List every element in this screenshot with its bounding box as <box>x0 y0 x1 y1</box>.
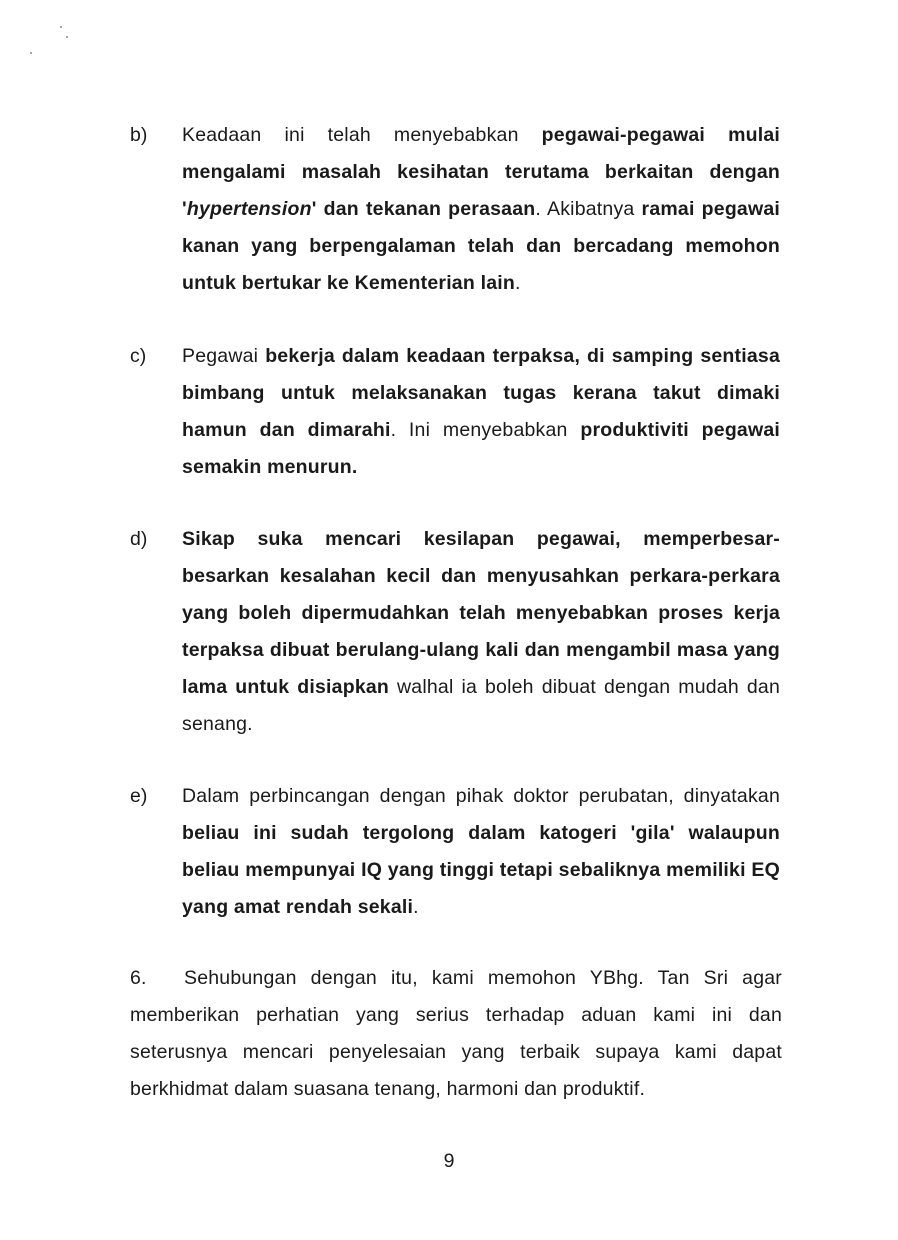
text-segment: walhal ia boleh dibuat dengan mudah dan senang. <box>182 676 780 735</box>
list-item-e <box>130 778 780 926</box>
text-segment: beliau ini sudah tergolong dalam katogeri 'gila' walaupun beliau mempunyai IQ yang tinggi tetapi sebaliknya memiliki EQ yang amat rendah sekali <box>182 822 780 918</box>
item-text <box>182 521 780 743</box>
text-segment <box>187 198 312 220</box>
text-segment: . <box>413 896 419 918</box>
text-segment: . <box>514 272 521 294</box>
text-segment: Sikap suka mencari kesilapan pegawai, memperbesar-besarkan kesalahan kecil dan menyusahkan perkara-perkara yang boleh dipermudahkan telah menyebabkan proses kerja terpaksa dibuat berulang-ulang kali dan mengambil masa yang lama untuk disiapkan <box>182 528 780 698</box>
item-label: b) <box>130 124 148 146</box>
scan-speck <box>66 36 68 38</box>
text-segment: ramai pegawai kanan yang berpengalaman telah dan bercadang memohon untuk bertukar ke Kementerian lain <box>182 198 781 294</box>
item-label: d) <box>130 528 148 550</box>
list-item-d <box>130 521 780 743</box>
closing-paragraph <box>130 960 782 1108</box>
text-segment: . Akibatnya <box>535 198 642 220</box>
item-text <box>182 338 780 486</box>
list-item-b <box>130 117 780 302</box>
text-segment: ' dan tekanan perasaan <box>311 198 536 220</box>
text-segment: Pegawai <box>182 345 266 367</box>
paragraph-text: Sehubungan dengan itu, kami memohon YBhg. Tan Sri agar memberikan perhatian yang serius terhadap aduan kami ini dan seterusnya mencari penyelesaian yang terbaik supaya kami dapat berkhidmat dalam suasana tenang, harmoni dan produktif. <box>130 967 782 1100</box>
paragraph-number: 6. <box>130 967 147 989</box>
text-segment: pegawai-pegawai mulai mengalami masalah kesihatan terutama berkaitan dengan ' <box>182 124 781 220</box>
scan-speck <box>30 52 32 54</box>
text-segment: hypertension <box>186 198 312 220</box>
list-item-c <box>130 338 780 486</box>
text-segment: produktiviti pegawai semakin menurun. <box>182 419 781 478</box>
page-number: 9 <box>443 1150 455 1172</box>
item-label: c) <box>130 345 147 367</box>
text-segment: bekerja dalam keadaan terpaksa, di samping sentiasa bimbang untuk melaksanakan tugas kerana takut dimaki hamun dan dimarahi <box>182 345 780 441</box>
text-segment: . Ini menyebabkan <box>390 419 581 441</box>
item-label: e) <box>130 785 148 807</box>
scan-speck <box>60 26 62 28</box>
text-segment: Keadaan ini telah menyebabkan <box>182 124 542 146</box>
item-text <box>182 778 780 926</box>
text-segment: Dalam perbincangan dengan pihak doktor perubatan, dinyatakan <box>182 785 780 807</box>
item-text <box>182 117 780 302</box>
